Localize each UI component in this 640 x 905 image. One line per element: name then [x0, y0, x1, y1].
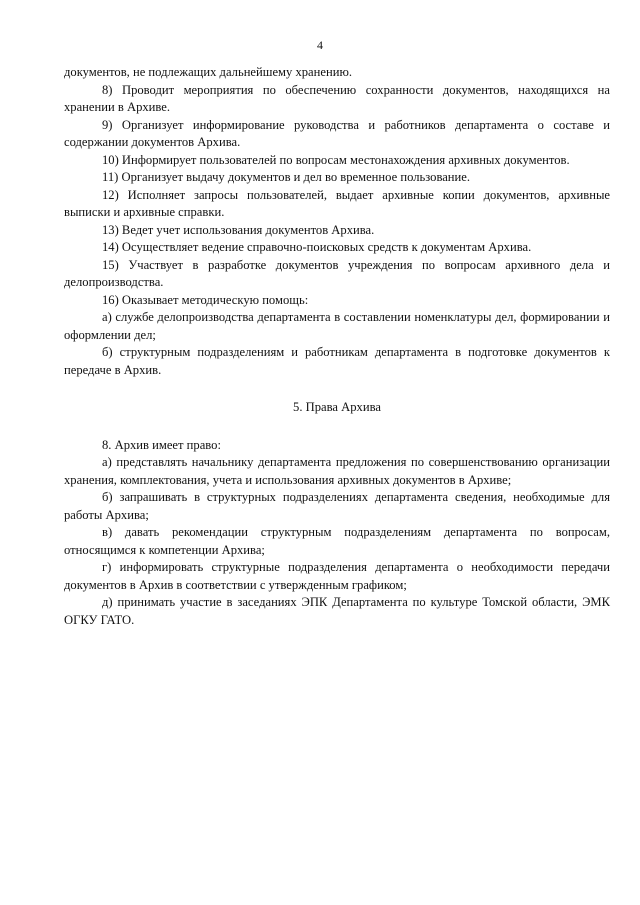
paragraph: г) информировать структурные подразделения департамента о необходимости передачи документов в Архив в соответствии с утвержденным графиком;: [64, 560, 610, 592]
paragraph: 9) Организует информирование руководства и работников департамента о составе и содержании документов Архива.: [64, 117, 610, 149]
paragraph: 16) Оказывает методическую помощь:: [102, 292, 309, 307]
paragraph: 14) Осуществляет ведение справочно-поисковых средств к документам Архива.: [102, 240, 532, 254]
paragraph: 8. Архив имеет право:: [102, 437, 221, 452]
paragraph: б) запрашивать в структурных подразделениях департамента сведения, необходимые для работы Архива;: [64, 490, 610, 522]
paragraph: а) представлять начальнику департамента предложения по совершенствованию организации хранения, комплектования, учета и использования архивных документов в Архиве;: [64, 455, 610, 487]
paragraph: а) службе делопроизводства департамента в составлении номенклатуры дел, формировании и оформлении дел;: [64, 310, 610, 342]
section-title: 5. Права Архива: [293, 400, 381, 414]
paragraph: в) давать рекомендации структурным подразделениям департамента по вопросам, относящимся к компетенции Архива;: [64, 525, 610, 557]
document-body: [64, 64, 610, 629]
paragraph: 10) Информирует пользователей по вопросам местонахождения архивных документов.: [102, 152, 570, 167]
paragraph: 12) Исполняет запросы пользователей, выдает архивные копии документов, архивные выписки и архивные справки.: [64, 187, 610, 219]
responsibilities-list: [64, 64, 610, 379]
paragraph: 8) Проводит мероприятия по обеспечению сохранности документов, находящихся на хранении в Архиве.: [64, 82, 610, 114]
page-number: 4: [317, 38, 323, 52]
paragraph: д) принимать участие в заседаниях ЭПК Департамента по культуре Томской области, ЭМК ОГКУ ГАТО.: [64, 595, 610, 627]
paragraph: б) структурным подразделениям и работникам департамента в подготовке документов к передаче в Архив.: [64, 345, 610, 377]
paragraph: 11) Организует выдачу документов и дел во временное пользование.: [102, 170, 471, 184]
paragraph: документов, не подлежащих дальнейшему хранению.: [64, 65, 353, 79]
rights-list: [64, 437, 610, 630]
paragraph: 15) Участвует в разработке документов учреждения по вопросам архивного дела и делопроизводства.: [64, 257, 610, 289]
paragraph: 13) Ведет учет использования документов Архива.: [102, 222, 375, 237]
